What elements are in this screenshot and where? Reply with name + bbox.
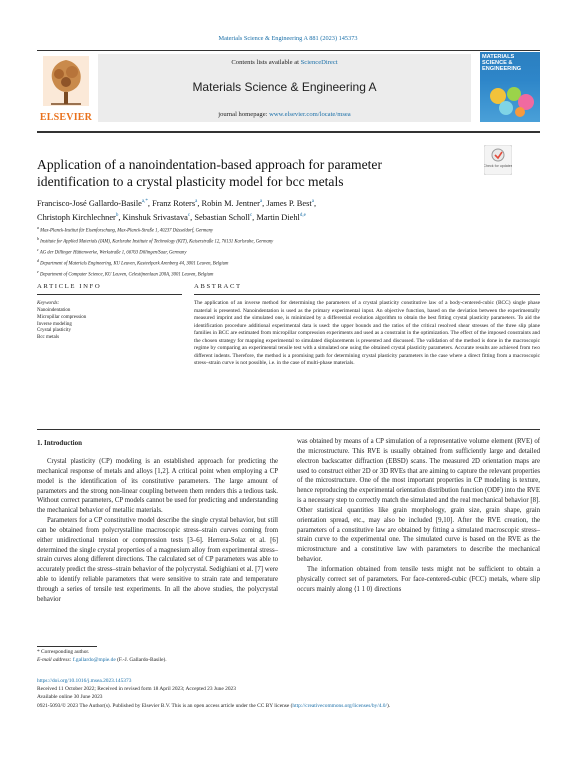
author-name[interactable]: Robin M. Jentner bbox=[201, 198, 260, 208]
affiliation-text: Institute for Applied Materials (IAM), Karlsruhe Institute of Technology (KIT), Kaiserstraße 12, 76131 Karlsruhe, Germany bbox=[40, 239, 274, 245]
footnote bbox=[37, 648, 337, 664]
affiliation-text: AG der Dillinger Hüttenwerke, Werkstraße 1, 66763 Dillingen/Saar, Germany bbox=[39, 250, 187, 256]
affiliation-item bbox=[37, 235, 537, 246]
author-affiliation-marker[interactable]: c bbox=[249, 213, 253, 219]
email-label: E-mail address: bbox=[37, 657, 73, 663]
author-name[interactable]: Christoph Kirchlechner bbox=[37, 213, 116, 223]
intro-paragraph-4: The information obtained from tensile tests might not be sufficient to obtain a physically correct set of parameters. For face-centered-cubic (FCC) metals, where slip occurs mainly along ⟨1 1 0⟩ directions bbox=[297, 565, 540, 593]
affiliation-item bbox=[37, 257, 537, 268]
email-line bbox=[37, 656, 337, 664]
journal-cover-image[interactable] bbox=[480, 52, 540, 122]
affiliation-marker: d bbox=[37, 257, 39, 263]
keyword-item: Inverse modeling bbox=[37, 321, 72, 327]
email-suffix: (F.-J. Gallardo-Basile). bbox=[115, 657, 167, 663]
author-name[interactable]: Francisco-José Gallardo-Basile bbox=[37, 198, 142, 208]
author-name[interactable]: Kinshuk Srivastava bbox=[122, 213, 188, 223]
keyword-item: Bcc metals bbox=[37, 335, 60, 341]
keywords-label: Keywords: bbox=[37, 300, 60, 306]
journal-title: Materials Science & Engineering A bbox=[192, 80, 377, 94]
keyword-item: Nanoindentation bbox=[37, 308, 71, 313]
affiliation-marker: c bbox=[37, 246, 39, 252]
author-name[interactable]: Martin Diehl bbox=[256, 213, 300, 223]
license-suffix: ). bbox=[386, 702, 391, 709]
publication-info bbox=[37, 677, 542, 710]
intro-paragraph-3: was obtained by means of a CP simulation of a representative volume element (RVE) of the microstructure. This RVE is usually obtained from sufficiently large and detailed electron backscatter diffraction (EBSD) scans. The measured 2D orientation maps are used to construct either 2D or 3D RVEs that are aiming to capture the relevant properties of the microstructure. One of the most important properties in CP modeling is texture, hence reproducing the experimental orientation distribution function (ODF) into the RVE is a necessary step to correctly match the simulated and the real mechanical behavior [8]. Other statistical quantities like grain morphology, grain size, grain shape, grain orientation spread, etc., may also be included [9,10]. After the RVE creation, the parameters of a constitutive law are obtained by fitting a simulated macroscopic stress–strain curve to the experimental one. The simulated curve is based on the RVE as the microstructure and a constitutive law with parameters to describe the mechanical behavior. bbox=[297, 438, 540, 564]
elsevier-tree-logo bbox=[37, 52, 95, 114]
author-affiliation-marker[interactable]: a bbox=[311, 199, 314, 204]
affiliation-item bbox=[37, 224, 537, 235]
article-info-rule bbox=[37, 294, 182, 295]
affiliation-marker: a bbox=[37, 225, 39, 230]
author-affiliation-marker[interactable]: a,* bbox=[141, 199, 148, 204]
keywords-list bbox=[37, 308, 86, 342]
affiliation-text: Department of Materials Engineering, KU Leuven, Kasteelpark Arenberg 44, 3001 Leuven, Belgium bbox=[40, 261, 229, 267]
license-link[interactable]: http://creativecommons.org/licenses/by/4.0/ bbox=[292, 702, 387, 709]
header-bottom-rule bbox=[37, 131, 540, 133]
author-affiliation-marker[interactable]: b bbox=[115, 213, 119, 219]
affiliation-item bbox=[37, 246, 537, 257]
abstract-heading: ABSTRACT bbox=[194, 283, 242, 290]
left-column bbox=[37, 457, 278, 605]
affiliation-text: Department of Computer Science, KU Leuven, Celestijnenlaan 200A, 3001 Leuven, Belgium bbox=[39, 272, 214, 278]
check-for-updates-badge[interactable] bbox=[484, 145, 512, 175]
paper-title: Application of a nanoindentation-based approach for parameter identification to a crystal plasticity model for bcc metals bbox=[37, 157, 382, 189]
affiliation-list bbox=[37, 224, 537, 279]
available-online-date: Available online 30 June 2023 bbox=[37, 694, 103, 701]
license-prefix: 0921-5093/© 2023 The Author(s). Published by Elsevier B.V. This is an open access article under the CC BY license ( bbox=[37, 702, 293, 709]
abstract-text: The application of an inverse method for determining the parameters of a crystal plasticity constitutive law of a body-centered-cubic (BCC) single phase material is presented. Nanoindentation is used as the primary experimental input. An objective function, based on the deviation between the experimentally measured imprint and the simulated one, is minimized by a differential evolution algorithm to obtain the best fitting crystal plasticity parameters. To aid the identification procedure additional experimental data is used: the upper bounds and the ratios of the critical resolved shear stresses of the three slip plane families in BCC are estimated from micropillar compression experiments and used as a constraint in the optimization. The effect of the imposed constraints and the chosen strategy for mapping experimental to simulated displacements is presented and discussed. The validation of the method is done in the macroscopic regime by comparing an experimental tensile test with a simulated one using the obtained crystal plasticity parameters. Accurate results are achieved from two different indents. Therefore, the method is a promising path for determining crystal plasticity parameters in the case where a direct fitting from a macroscopic stress–strain curve is not possible, i.e. in the case of multi-phase materials. bbox=[194, 300, 540, 367]
affiliation-marker: b bbox=[37, 235, 39, 241]
doi-link[interactable]: https://doi.org/10.1016/j.msea.2023.145373 bbox=[37, 678, 132, 684]
license-line bbox=[37, 702, 542, 710]
publisher-name: ELSEVIER bbox=[39, 112, 93, 123]
intro-paragraph-2: Parameters for a CP constitutive model describe the single crystal behavior, but still can be obtained from polycrystalline macroscopic stress–strain curves coming from either unidirectional tension or compression tests [3–6]. Herrera-Solaz et al. [6] determined the single crystal properties of a magnesium alloy from experimental stress–strain curves along different directions. The calculated set of CP parameters was able to accurately predict the stress–strain behavior of the polycrystal. Sedighiani et al. [7] were able to identify reliable parameters that were sensitive to strain rate and temperature through a series of tensile test experiments. In all the above studies, the polycrystal behavior bbox=[37, 517, 278, 603]
journal-homepage-link[interactable]: www.elsevier.com/locate/msea bbox=[269, 111, 351, 118]
abstract-rule bbox=[194, 294, 540, 295]
introduction-heading: 1. Introduction bbox=[37, 439, 82, 447]
affiliation-text: Max-Planck-Institut für Eisenforschung, Max-Planck-Straße 1, 40237 Düsseldorf, Germany bbox=[40, 228, 214, 234]
affiliation-marker: e bbox=[37, 268, 39, 274]
homepage-prefix: journal homepage: bbox=[218, 111, 270, 118]
article-info-heading: ARTICLE INFO bbox=[37, 283, 102, 290]
author-name[interactable]: Sebastian Scholl bbox=[194, 213, 250, 223]
homepage-line bbox=[98, 111, 471, 118]
author-affiliation-marker[interactable]: a bbox=[195, 199, 198, 204]
corresponding-author-note: * Corresponding author. bbox=[37, 649, 90, 655]
author-affiliation-marker[interactable]: a bbox=[259, 199, 263, 204]
footnote-rule bbox=[37, 646, 97, 647]
check-updates-text: Check for updates bbox=[484, 164, 512, 168]
header-top-rule bbox=[37, 50, 540, 51]
cover-title: MATERIALS SCIENCE & ENGINEERING bbox=[482, 54, 522, 72]
abstract-bottom-rule bbox=[37, 429, 540, 430]
author-name[interactable]: Franz Roters bbox=[152, 198, 196, 208]
sciencedirect-link[interactable]: ScienceDirect bbox=[300, 59, 338, 66]
keyword-item: Micropillar compression bbox=[37, 314, 87, 320]
received-dates: Received 11 October 2022; Received in revised form 18 April 2023; Accepted 23 June 2023 bbox=[37, 686, 236, 693]
affiliation-item bbox=[37, 268, 537, 279]
contents-prefix: Contents lists available at bbox=[231, 59, 301, 66]
right-column bbox=[297, 437, 540, 595]
author-affiliation-marker[interactable]: d,e bbox=[299, 213, 306, 219]
keyword-item: Crystal plasticity bbox=[37, 328, 72, 334]
journal-reference[interactable]: Materials Science & Engineering A 881 (2023) 145373 bbox=[218, 35, 358, 42]
intro-paragraph-1: Crystal plasticity (CP) modeling is an established approach for predicting the mechanical response of metals and alloys [1,2]. A critical point when employing a CP model is the identification of its constitutive parameters. The large amount of parameters and the strong non-linear coupling between them renders this a tedious task. Without correct parameters, CP models cannot be used for predicting and understanding the mechanical behavior of metallic materials. bbox=[37, 458, 278, 515]
author-list: Francisco-José Gallardo-Basile$^{a,*}$, Franz Roters$^a$, Robin M. Jentner$^a$, James P. Best$^a$, Christoph Kirchlechner$^b$, Kinshuk Srivastava$^c$, Sebastian Scholl$^c$, Martin Diehl$^{d,e}$ bbox=[37, 198, 317, 223]
author-name[interactable]: James P. Best bbox=[266, 198, 312, 208]
author-affiliation-marker[interactable]: c bbox=[187, 213, 191, 219]
contents-line bbox=[98, 59, 471, 66]
cover-graphic bbox=[488, 84, 536, 118]
email-link[interactable]: f.gallardo@mpie.de bbox=[72, 657, 116, 663]
